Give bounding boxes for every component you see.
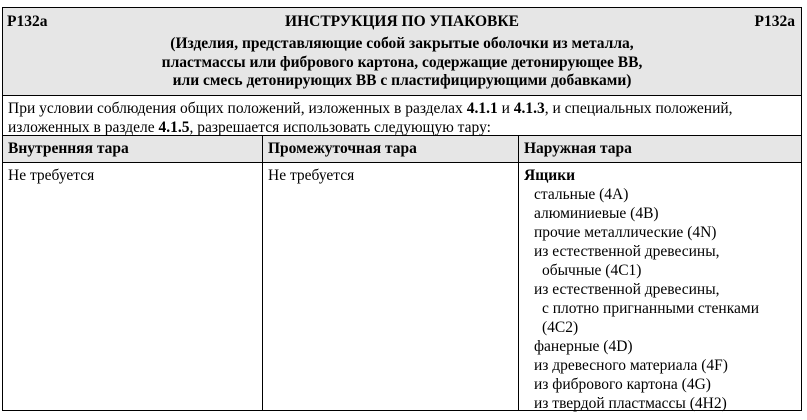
intro-text: При условии соблюдения общих положений, изложенных в разделах — [8, 100, 467, 117]
instruction-subtitle — [3, 35, 801, 91]
section-ref: 4.1.5 — [158, 119, 190, 136]
outer-item: из твердой пластмассы (4H2) — [534, 395, 727, 412]
instruction-header — [3, 8, 801, 96]
section-ref: 4.1.3 — [513, 100, 545, 117]
table-header-row — [3, 136, 801, 163]
subtitle-line: пластмассы или фибрового картона, содержащие детонирующее ВВ, — [161, 53, 643, 71]
outer-item: алюминиевые (4B) — [534, 205, 659, 222]
column-header-outer: Наружная тара — [524, 140, 632, 157]
outer-item: из естественной древесины, — [534, 243, 720, 260]
outer-item: фанерные (4D) — [534, 338, 633, 355]
outer-item: прочие металлические (4N) — [534, 224, 717, 241]
intro-text: и — [497, 100, 514, 117]
cell-outer — [519, 163, 801, 410]
intro-text: , разрешается использовать следующую тару: — [189, 119, 491, 136]
outer-item: обычные (4C1) — [542, 262, 642, 279]
intro-paragraph — [3, 96, 801, 136]
column-header-inner: Внутренняя тара — [3, 136, 263, 162]
instruction-title: ИНСТРУКЦИЯ ПО УПАКОВКЕ — [285, 13, 519, 30]
packing-instruction-document — [2, 7, 802, 411]
outer-item: из древесного материала (4F) — [534, 357, 728, 374]
subtitle-line: (Изделия, представляющие собой закрытые оболочки из металла, — [170, 35, 634, 52]
cell-intermediate: Не требуется — [263, 163, 519, 410]
cell-inner: Не требуется — [3, 163, 263, 410]
section-ref: 4.1.1 — [466, 100, 498, 117]
outer-item: из фибрового картона (4G) — [534, 376, 711, 393]
column-header-intermediate: Промежуточная тара — [263, 136, 519, 162]
outer-item: с плотно пригнанными стенками — [542, 300, 759, 317]
subtitle-line: или смесь детонирующих ВВ с пластифицирующими добавками) — [172, 72, 632, 89]
outer-item: из естественной древесины, — [534, 281, 720, 298]
table-body-row — [3, 163, 801, 410]
outer-item: (4C2) — [542, 319, 579, 336]
intro-text: , и специальных положений, изложенных в разделе — [8, 100, 733, 136]
outer-item: стальные (4A) — [534, 186, 629, 203]
instruction-code-left: P132a — [7, 13, 48, 30]
instruction-code-right: P132a — [754, 13, 795, 30]
outer-heading: Ящики — [524, 167, 576, 184]
